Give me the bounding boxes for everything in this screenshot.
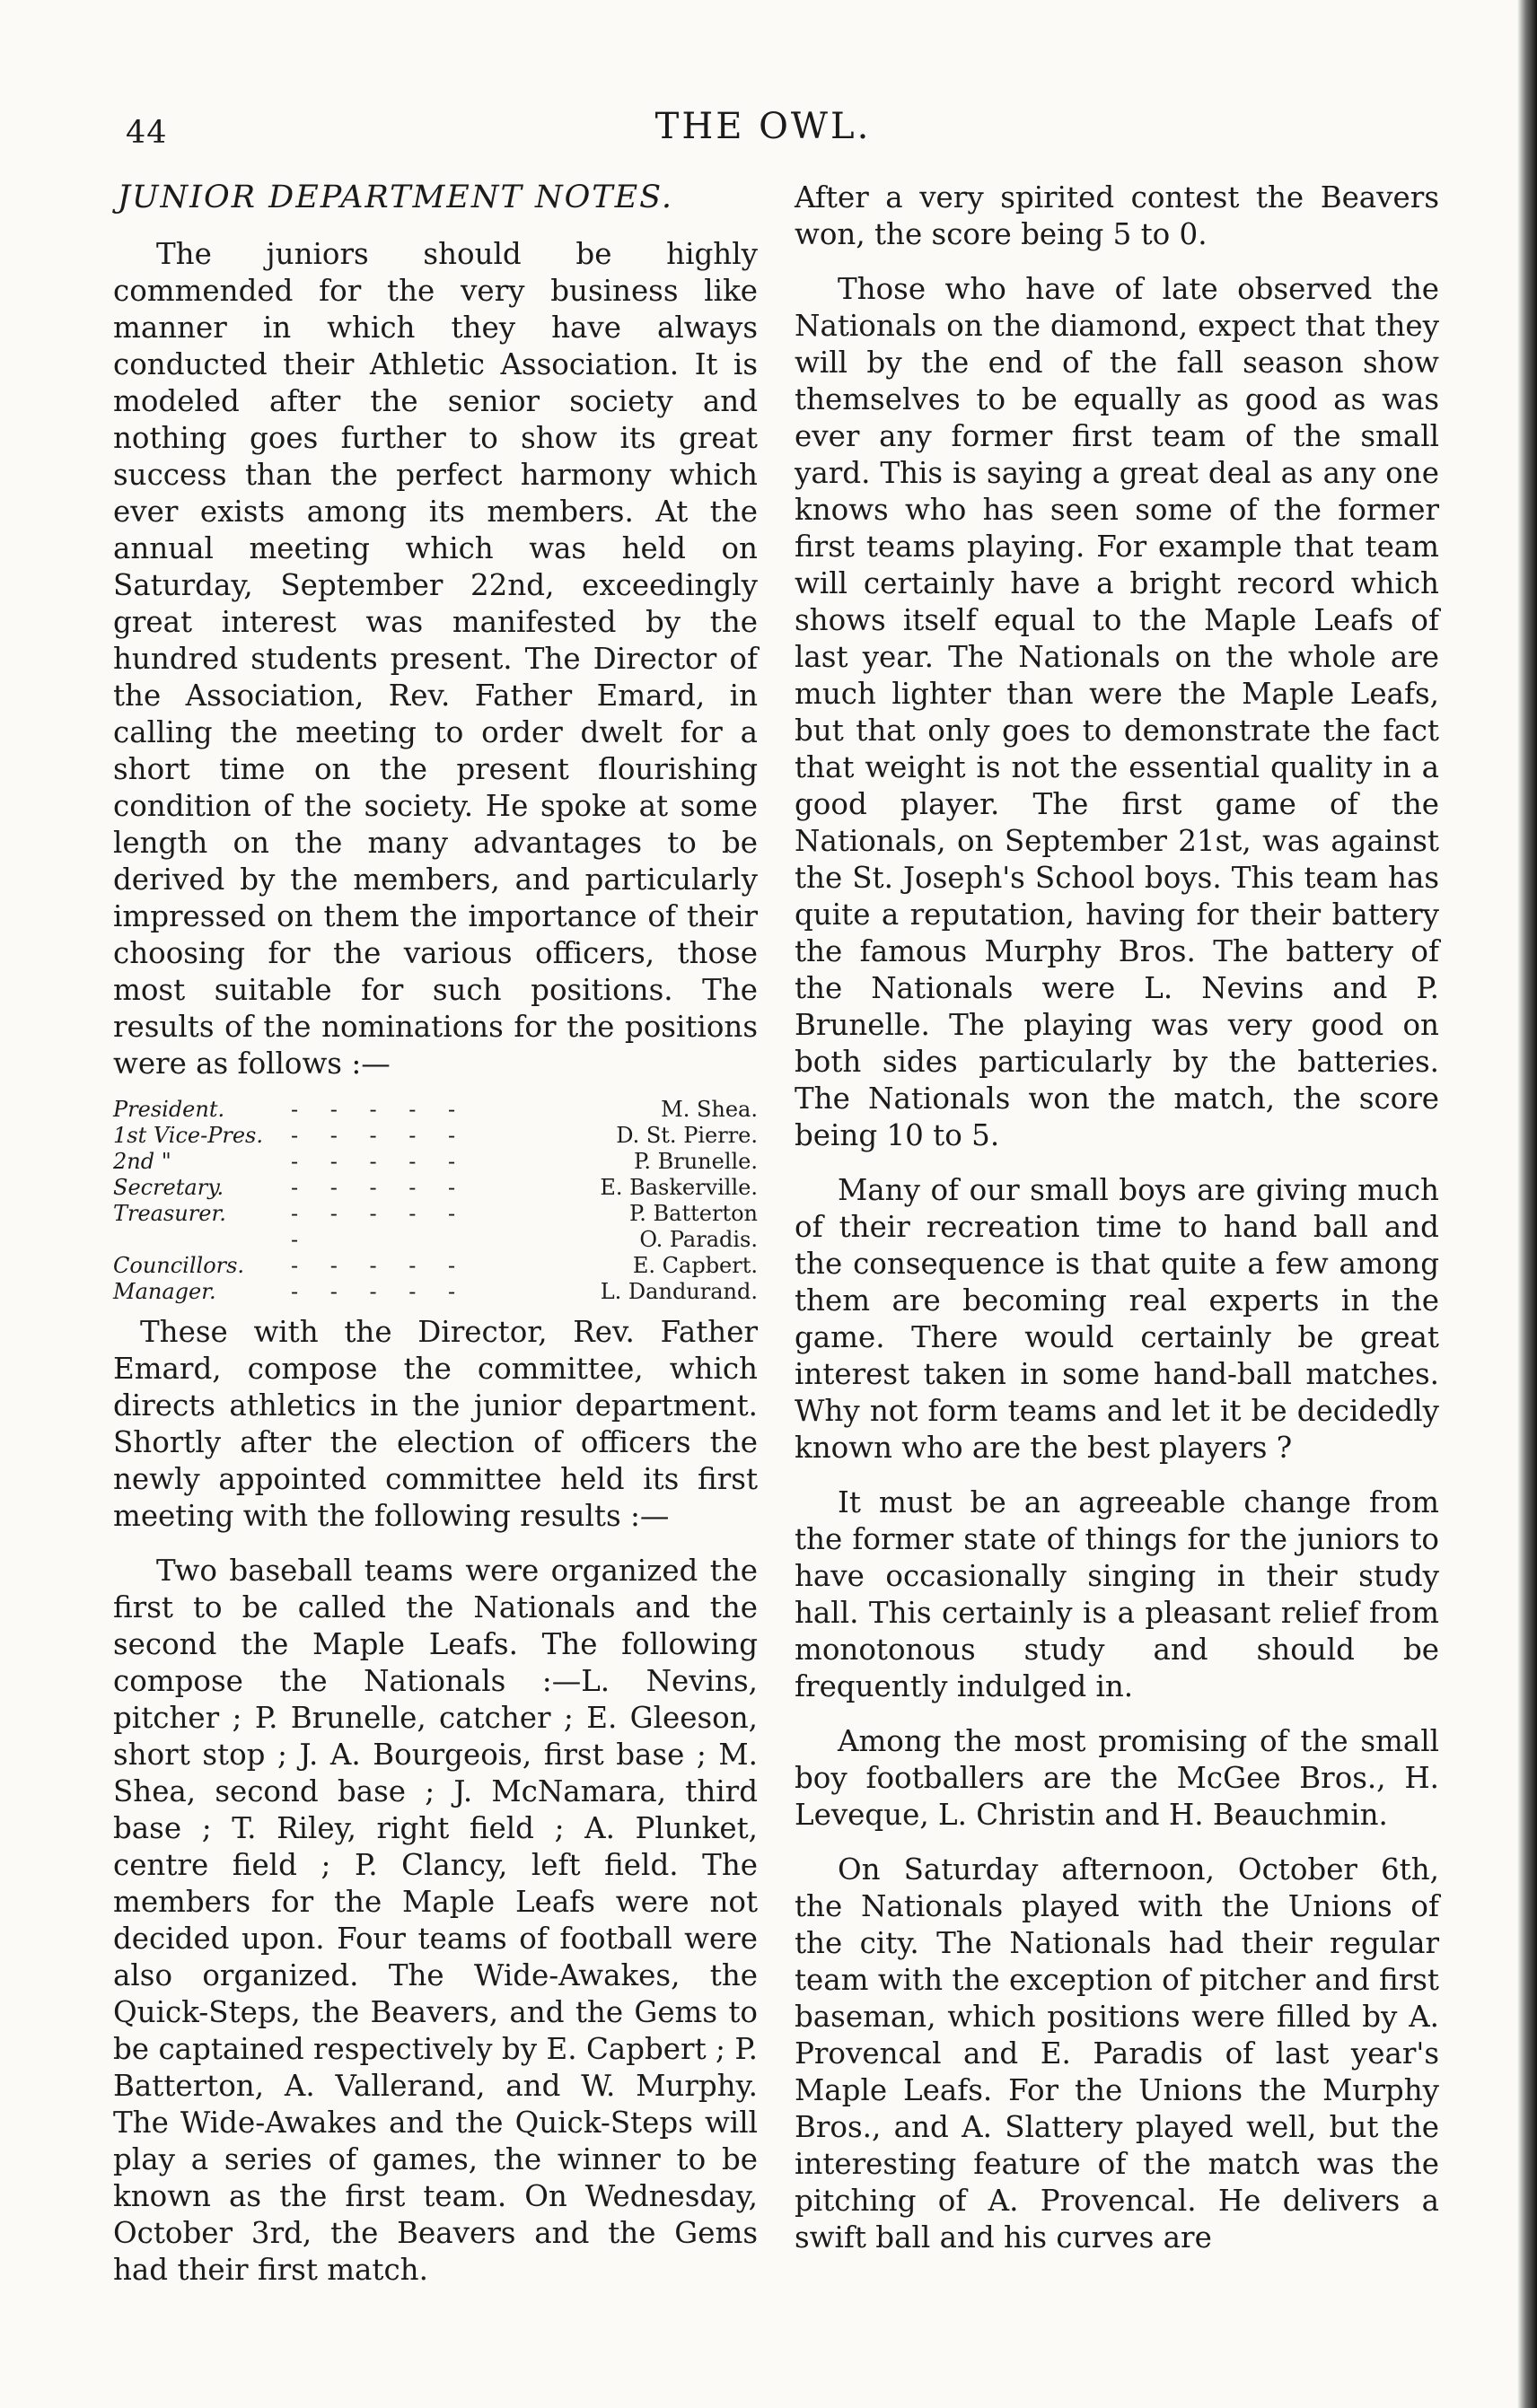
paragraph: Those who have of late observed the Nationals on the diamond, expect that they will by the end of the fall season show themselves to be equally as good as was ever any former first team of the small yard. This is saying a great deal as any one knows who has seen some of the former first teams playing. For example that team will certainly have a bright record which shows itself equal to the Maple Leafs of last year. The Nationals on the whole are much lighter than were the Maple Leafs, but that only goes to demonstrate the fact that weight is not the essential quality in a good player. The first game of the Nationals, on September 21st, was against the St. Joseph's School boys. This team has quite a reputation, having for their battery the famous Murphy Bros. The battery of the Nationals were L. Nevins and P. Brunelle. The playing was very good on both sides particularly by the batteries. The Nationals won the match, the score being 10 to 5. [795,272,1439,1152]
officer-title: President. [113,1097,225,1122]
officer-name: E. Capbert. [632,1253,758,1278]
leader-dashes: - - - - - [291,1123,469,1148]
officer-title: 2nd " [113,1149,171,1174]
officer-name: L. Dandurand. [600,1279,758,1304]
officer-name: M. Shea. [661,1097,758,1122]
paragraph: On Saturday afternoon, October 6th, the Nationals played with the Unions of the city. The Nationals had their regular team with the exception of pitcher and first baseman, which positions were filled by A. Provencal and E. Paradis of last year's Maple Leafs. For the Unions the Murphy Bros., and A. Slattery played well, but the interesting feature of the match was the pitching of A. Provencal. He delivers a swift ball and his curves are [795,1852,1439,2255]
officer-name: D. St. Pierre. [616,1123,758,1148]
left-column [113,180,758,2307]
officer-title: Councillors. [113,1253,245,1278]
section-heading: JUNIOR DEPARTMENT NOTES. [118,180,674,215]
officer-title: 1st Vice-Pres. [113,1123,263,1148]
officer-title: Secretary. [113,1175,224,1200]
running-head-title: THE OWL. [654,106,872,147]
paragraph: Many of our small boys are giving much of their recreation time to hand ball and the consequence is that quite a few among them are becoming real experts in the game. There would certainly be great interest taken in some hand-ball matches. Why not form teams and let it be decidedly known who are the best players ? [795,1173,1439,1465]
paragraph: Among the most promising of the small boy footballers are the McGee Bros., H. Leveque, L. Christin and H. Beauchmin. [795,1724,1439,1832]
officer-row [113,1175,758,1201]
officer-row [113,1227,758,1253]
officer-row [113,1279,758,1305]
right-column [795,180,1439,2274]
officer-row [113,1253,758,1279]
leader-dashes: - [291,1227,312,1252]
paragraph: After a very spirited contest the Beavers won, the score being 5 to 0. [795,180,1439,251]
officer-title: Treasurer. [113,1201,226,1226]
officer-name: O. Paradis. [639,1227,758,1252]
paragraph: Two baseball teams were organized the first to be called the Nationals and the second the Maple Leafs. The following compose the Nationals :—L. Nevins, pitcher ; P. Brunelle, catcher ; E. Gleeson, short stop ; J. A. Bourgeois, first base ; M. Shea, second base ; J. McNamara, third base ; T. Riley, right field ; A. Plunket, centre field ; P. Clancy, left field. The members for the Maple Leafs were not decided upon. Four teams of football were also organized. The Wide-Awakes, the Quick-Steps, the Beavers, and the Gems to be captained respectively by E. Capbert ; P. Batterton, A. Vallerand, and W. Murphy. The Wide-Awakes and the Quick-Steps will play a series of games, the winner to be known as the first team. On Wednesday, October 3rd, the Beavers and the Gems had their first match. [113,1554,758,2287]
leader-dashes: - - - - - [291,1201,469,1226]
leader-dashes: - - - - - [291,1253,469,1278]
page-number: 44 [126,115,168,151]
officer-title: Manager. [113,1279,216,1304]
officer-row [113,1097,758,1123]
officer-row [113,1149,758,1175]
officer-name: P. Brunelle. [634,1149,758,1174]
leader-dashes: - - - - - [291,1149,469,1174]
paragraph: It must be an agreeable change from the former state of things for the juniors to have occasionally singing in their study hall. This certainly is a pleasant relief from monotonous study and should be frequently indulged in. [795,1485,1439,1703]
leader-dashes: - - - - - [291,1279,469,1304]
officer-name: E. Baskerville. [600,1175,758,1200]
officer-row [113,1123,758,1149]
page-edge-shadow [1517,0,1537,2408]
officer-name: P. Batterton [628,1201,758,1226]
officer-row [113,1201,758,1227]
paragraph: The juniors should be highly commended for the very business like manner in which they have always conducted their Athletic Association. It is modeled after the senior society and nothing goes further to show its great success than the perfect harmony which ever exists among its members. At the annual meeting which was held on Saturday, September 22nd, exceedingly great interest was manifested by the hundred students present. The Director of the Association, Rev. Father Emard, in calling the meeting to order dwelt for a short time on the present flourishing condition of the society. He spoke at some length on the many advantages to be derived by the members, and particularly impressed on them the importance of their choosing for the various officers, those most suitable for such positions. The results of the nominations for the positions were as follows :— [113,237,758,1081]
paragraph: These with the Director, Rev. Father Emard, compose the committee, which directs athletics in the junior department. Shortly after the election of officers the newly appointed committee held its first meeting with the following results :— [113,1315,758,1533]
officers-list [113,1097,758,1305]
leader-dashes: - - - - - [291,1175,469,1200]
leader-dashes: - - - - - [291,1097,469,1122]
